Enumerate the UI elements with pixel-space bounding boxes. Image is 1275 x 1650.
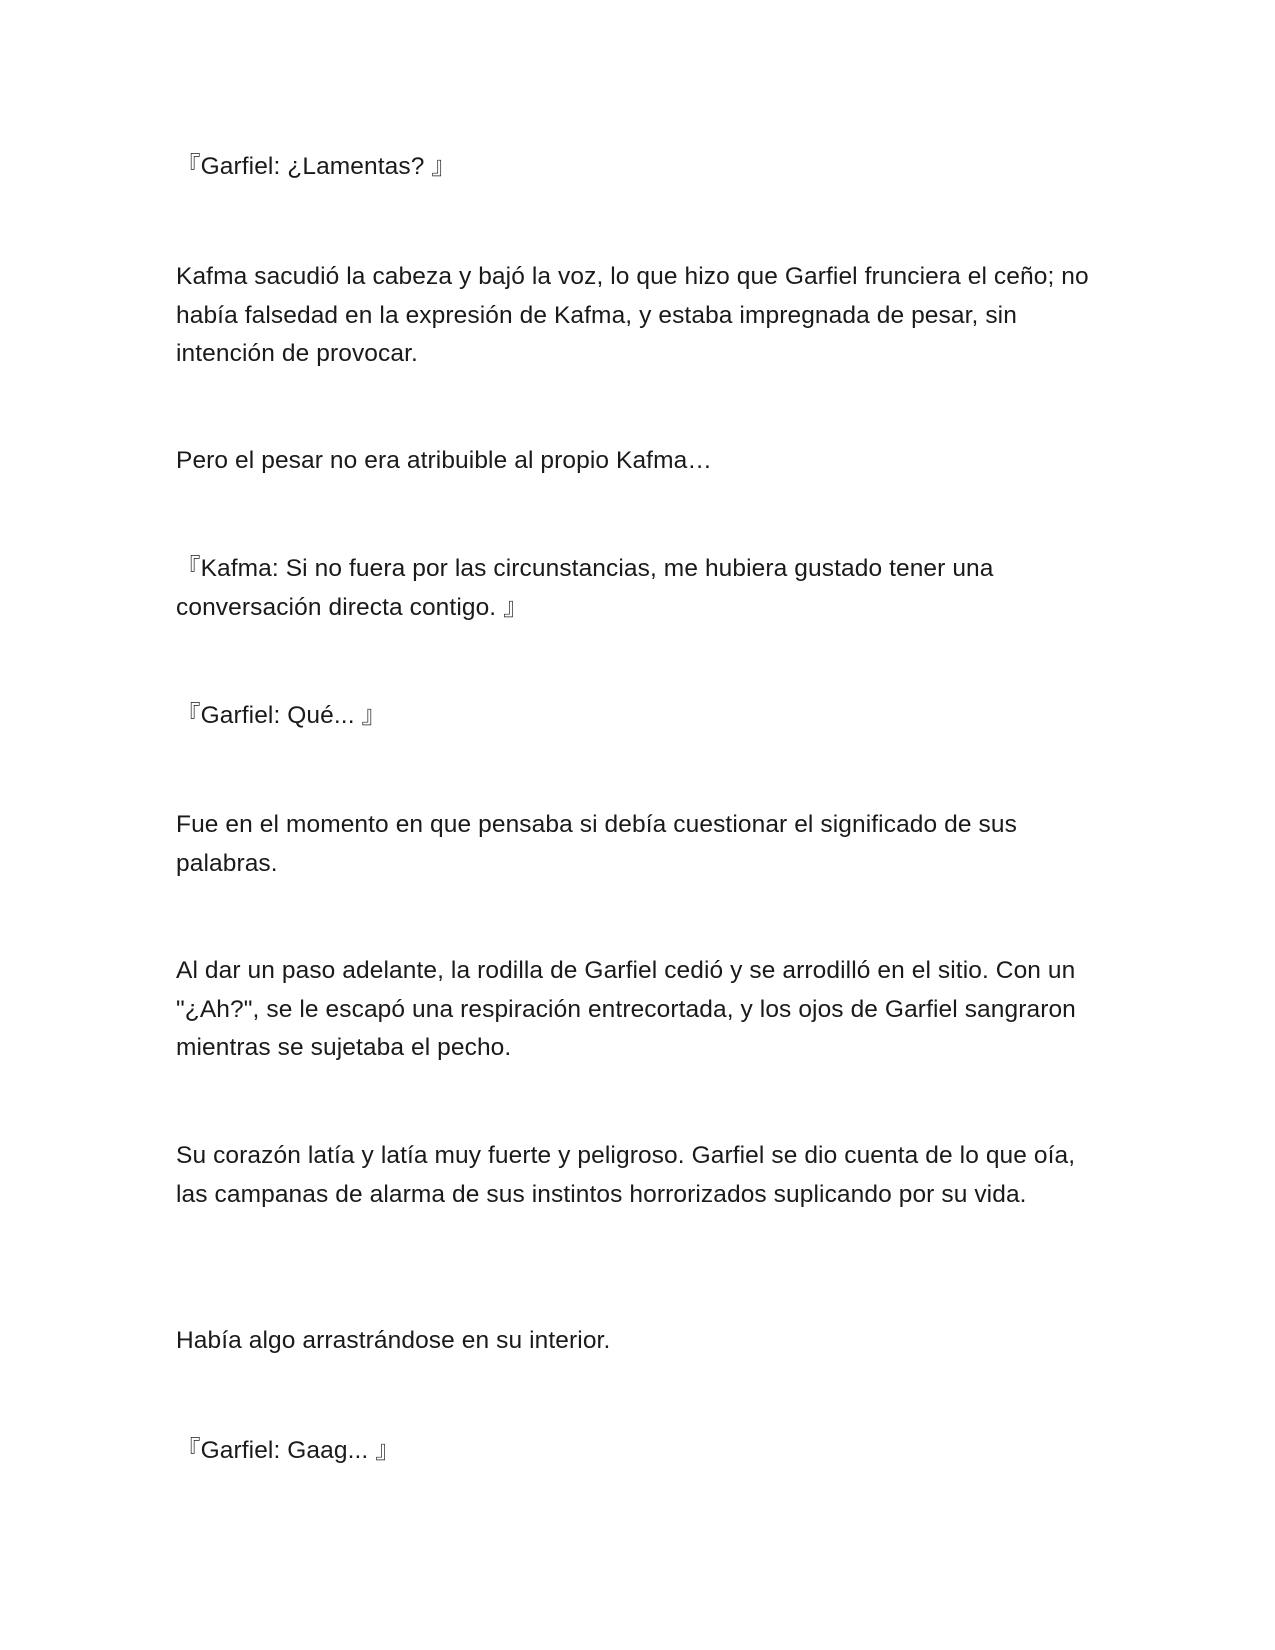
narration-paragraph: Pero el pesar no era atribuible al propio Kafma…: [176, 447, 712, 474]
narration-paragraph: Kafma sacudió la cabeza y bajó la voz, lo que hizo que Garfiel frunciera el ceño; no había falsedad en la expresión de Kafma, y estaba impregnada de pesar, sin intención de provocar.: [176, 263, 1089, 367]
narration-paragraph: Había algo arrastrándose en su interior.: [176, 1327, 611, 1354]
dialogue-line: 『Garfiel: Gaag... 』: [176, 1437, 400, 1464]
narration-paragraph: Fue en el momento en que pensaba si debía cuestionar el significado de sus palabras.: [176, 811, 1017, 877]
dialogue-line: 『Garfiel: ¿Lamentas? 』: [176, 153, 456, 180]
dialogue-line: 『Kafma: Si no fuera por las circunstancias, me hubiera gustado tener una conversación directa contigo. 』: [176, 555, 994, 621]
narration-paragraph: Al dar un paso adelante, la rodilla de Garfiel cedió y se arrodilló en el sitio. Con un "¿Ah?", se le escapó una respiración entrecortada, y los ojos de Garfiel sangraron mientras se sujetaba el pecho.: [176, 957, 1076, 1061]
narration-paragraph: Su corazón latía y latía muy fuerte y peligroso. Garfiel se dio cuenta de lo que oía, las campanas de alarma de sus instintos horrorizados suplicando por su vida.: [176, 1142, 1076, 1208]
dialogue-line: 『Garfiel: Qué... 』: [176, 702, 387, 729]
